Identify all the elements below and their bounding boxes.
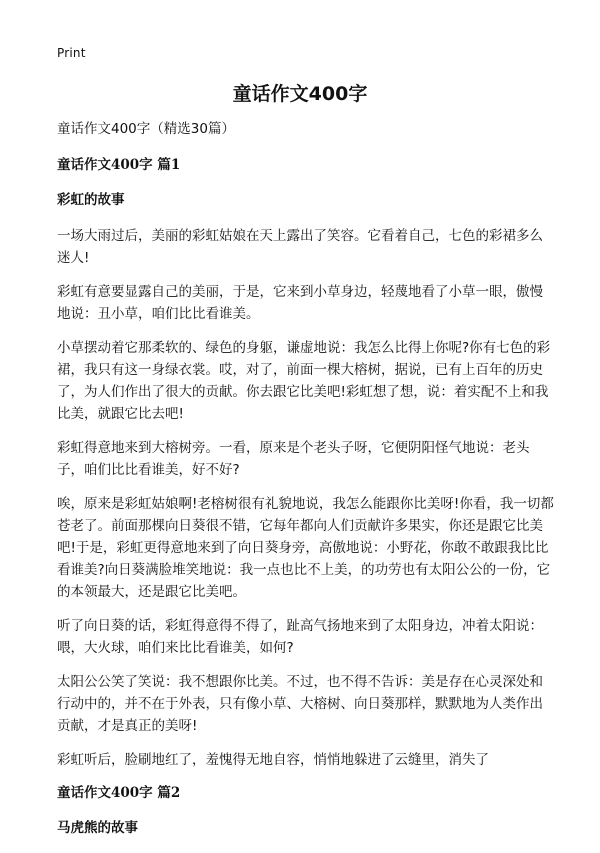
intro-line: 童话作文400字（精选30篇） [57, 121, 235, 137]
document-title: 童话作文400字 [232, 83, 368, 105]
paragraph: 一场大雨过后，美丽的彩虹姑娘在天上露出了笑容。它看着自己，七色的彩裙多么迷人! [57, 228, 543, 266]
section-1 [57, 155, 555, 771]
story-title: 马虎熊的故事 [57, 820, 138, 836]
print-label: Print [57, 46, 86, 60]
paragraph: 听了向日葵的话，彩虹得意得不得了，趾高气扬地来到了太阳身边，冲着太阳说：喂，大火球，咱们来比比看谁美，如何? [57, 618, 543, 656]
paragraph: 小草摆动着它那柔软的、绿色的身躯，谦虚地说：我怎么比得上你呢?你有七色的彩裙，我只有这一身绿衣裳。哎，对了，前面一棵大榕树，据说，已有上百年的历史了，为人们作出了很大的贡献。你去跟它比美吧!彩虹想了想，说：着实配不上和我比美，就跟它比去吧! [57, 340, 551, 422]
chapter-heading: 童话作文400字 篇1 [57, 157, 181, 173]
paragraph: 彩虹有意要显露自己的美丽，于是，它来到小草身边，轻蔑地看了小草一眼，傲慢地说：丑小草，咱们比比看谁美。 [57, 284, 543, 322]
document-body [57, 119, 555, 853]
story-title: 彩虹的故事 [57, 192, 125, 208]
paragraph: 唉，原来是彩虹姑娘啊!老榕树很有礼貌地说，我怎么能跟你比美呀!你看，我一切都苍老了。前面那棵向日葵很不错，它每年都向人们贡献许多果实，你还是跟它比美吧!于是，彩虹更得意地来到了向日葵身旁，高傲地说：小野花，你敢不敢跟我比比看谁美?向日葵满脸堆笑地说：我一点也比不上美，的功劳也有太阳公公的一份，它的本领最大，还是跟它比美吧。 [57, 496, 554, 600]
paragraph: 彩虹得意地来到大榕树旁。一看，原来是个老头子呀，它便阴阳怪气地说：老头子，咱们比比看谁美，好不好? [57, 440, 530, 478]
chapter-heading: 童话作文400字 篇2 [57, 785, 181, 801]
paragraph: 彩虹听后，脸刷地红了，羞愧得无地自容，悄悄地躲进了云缝里，消失了 [57, 752, 489, 768]
paragraph: 太阳公公笑了笑说：我不想跟你比美。不过，也不得不告诉：美是存在心灵深处和行动中的，并不在于外表，只有像小草、大榕树、向日葵那样，默默地为人类作出贡献，才是真正的美呀! [57, 674, 543, 734]
section-2 [57, 783, 555, 838]
